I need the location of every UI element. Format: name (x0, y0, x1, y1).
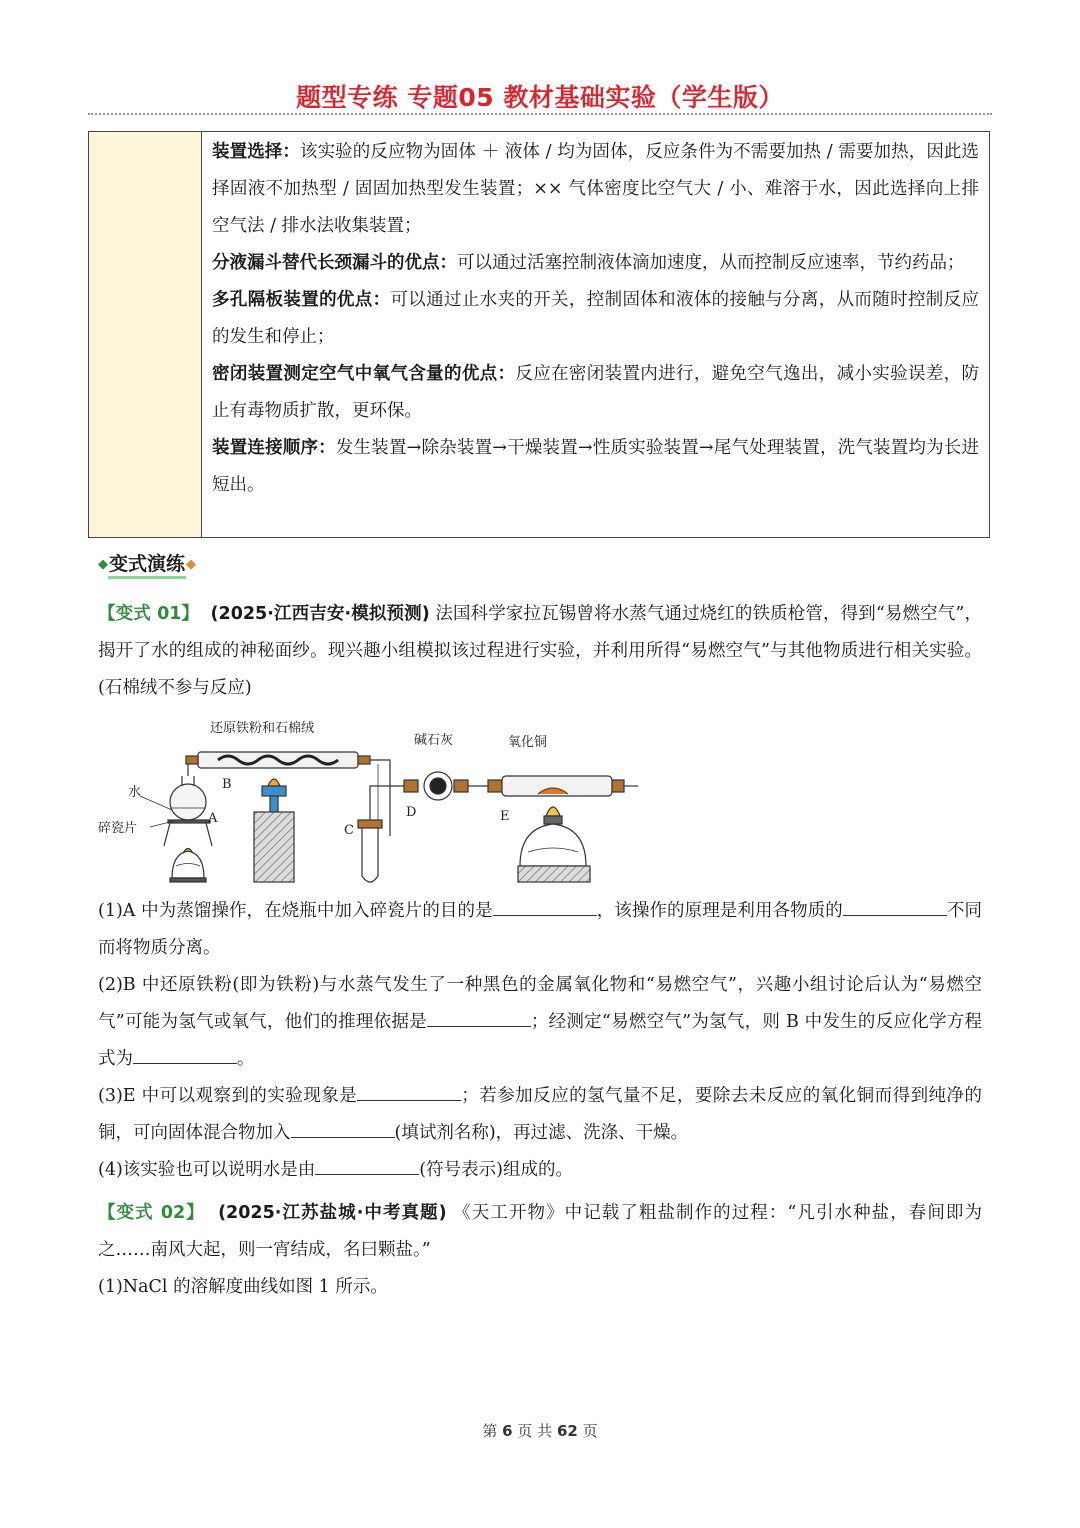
variant1-questions (98, 893, 982, 1189)
table-item (212, 356, 979, 430)
variant-tag: 【变式 01】 (98, 604, 200, 624)
question-source: (2025·江西吉安·模拟预测) (210, 604, 430, 624)
table-item (212, 282, 979, 356)
label-B: B (222, 777, 232, 792)
diamond-icon: ◆ (186, 556, 197, 572)
label-E: E (500, 809, 510, 824)
label-soda-lime: 碱石灰 (414, 733, 454, 748)
label-A: A (208, 811, 218, 826)
page-footer: 第 6 页 共 62 页 (482, 1422, 598, 1440)
table-item (212, 430, 979, 504)
table-content-cell (202, 132, 989, 537)
item-label: 装置选择： (212, 142, 300, 162)
question-intro: 法国科学家拉瓦锡曾将水蒸气通过烧红的铁质枪管，得到“易燃空气”，揭开了水的组成的神秘面纱。现兴趣小组模拟该过程进行实验，并利用所得“易燃空气”与其他物质进行相关实验。(石棉绒不参与反应) (98, 604, 982, 698)
variant1-intro (98, 596, 982, 707)
answer-blank (427, 1008, 531, 1027)
variant-tag: 【变式 02】 (98, 1203, 205, 1223)
label-C: C (344, 823, 354, 838)
table-left-cell (89, 132, 202, 537)
label-copper-oxide: 氧化铜 (508, 735, 548, 750)
question-source: (2025·江苏盐城·中考真题) (218, 1203, 447, 1223)
question-3: (3)E 中可以观察到的实验现象是 ；若参加反应的氢气量不足，要除去未反应的氧化铜而得到纯净的铜，可向固体混合物加入 (填试剂名称)，再过滤、洗涤、干燥。 (98, 1078, 982, 1152)
page-title: 题型专练 专题05 教材基础实验（学生版） (296, 83, 784, 112)
item-text: 该实验的反应物为固体 ＋ 液体 / 均为固体，反应条件为不需要加热 / 需要加热，因此选择固液不加热型 / 固固加热型发生装置；×× 气体密度比空气大 / 小、难溶于水，因此选择向上排空气法 / 排水法收集装置； (212, 142, 980, 236)
title-divider (88, 113, 992, 115)
answer-blank (843, 897, 947, 916)
question-4: (4)该实验也可以说明水是由 (符号表示)组成的。 (98, 1152, 982, 1189)
question-2: (2)B 中还原铁粉(即为铁粉)与水蒸气发生了一种黑色的金属氧化物和“易燃空气”，兴趣小组讨论后认为“易燃空气”可能为氢气或氧气，他们的推理依据是 ；经测定“易燃空气”为氢气，则 B 中发生的反应化学方程式为 。 (98, 975, 982, 1069)
diamond-icon: ◆ (98, 556, 108, 572)
question-intro: 《天工开物》中记载了粗盐制作的过程：“凡引水种盐，春间即为之……南风大起，则一宵结成，名曰颗盐。” (98, 1203, 982, 1260)
answer-blank (493, 897, 597, 916)
page-number: 6 (502, 1422, 513, 1440)
section-heading (98, 549, 196, 579)
section-title: 变式演练 (108, 549, 186, 579)
answer-blank (315, 1156, 419, 1175)
experiment-apparatus-diagram (98, 716, 638, 892)
variant2 (98, 1195, 982, 1306)
item-label: 装置连接顺序： (212, 438, 336, 458)
label-D: D (406, 805, 417, 820)
item-label: 分液漏斗替代长颈漏斗的优点： (212, 253, 457, 273)
item-text: 可以通过止水夹的开关，控制固体和液体的接触与分离，从而随时控制反应的发生和停止； (212, 290, 979, 347)
question-1: (1)A 中为蒸馏操作，在烧瓶中加入碎瓷片的目的是 ，该操作的原理是利用各物质的 不同而将物质分离。 (98, 893, 982, 967)
question-1: (1)NaCl 的溶解度曲线如图 1 所示。 (98, 1277, 388, 1297)
item-text: 反应在密闭装置内进行，避免空气逸出，减小实验误差，防止有毒物质扩散，更环保。 (212, 364, 980, 421)
item-label: 密闭装置测定空气中氧气含量的优点： (212, 364, 516, 384)
label-chips: 碎瓷片 (98, 821, 138, 836)
item-text: 发生装置→除杂装置→干燥装置→性质实验装置→尾气处理装置，洗气装置均为长进短出。 (212, 438, 979, 495)
label-water: 水 (128, 785, 142, 800)
item-label: 多孔隔板装置的优点： (212, 290, 391, 310)
table-item (212, 245, 979, 282)
label-iron: 还原铁粉和石棉绒 (210, 721, 315, 736)
summary-table (88, 131, 990, 538)
answer-blank (357, 1082, 461, 1101)
item-text: 可以通过活塞控制液体滴加速度，从而控制反应速率，节约药品； (457, 253, 965, 273)
answer-blank (291, 1119, 395, 1138)
answer-blank (133, 1045, 237, 1064)
table-item (212, 134, 979, 245)
page-total: 62 (556, 1422, 578, 1440)
